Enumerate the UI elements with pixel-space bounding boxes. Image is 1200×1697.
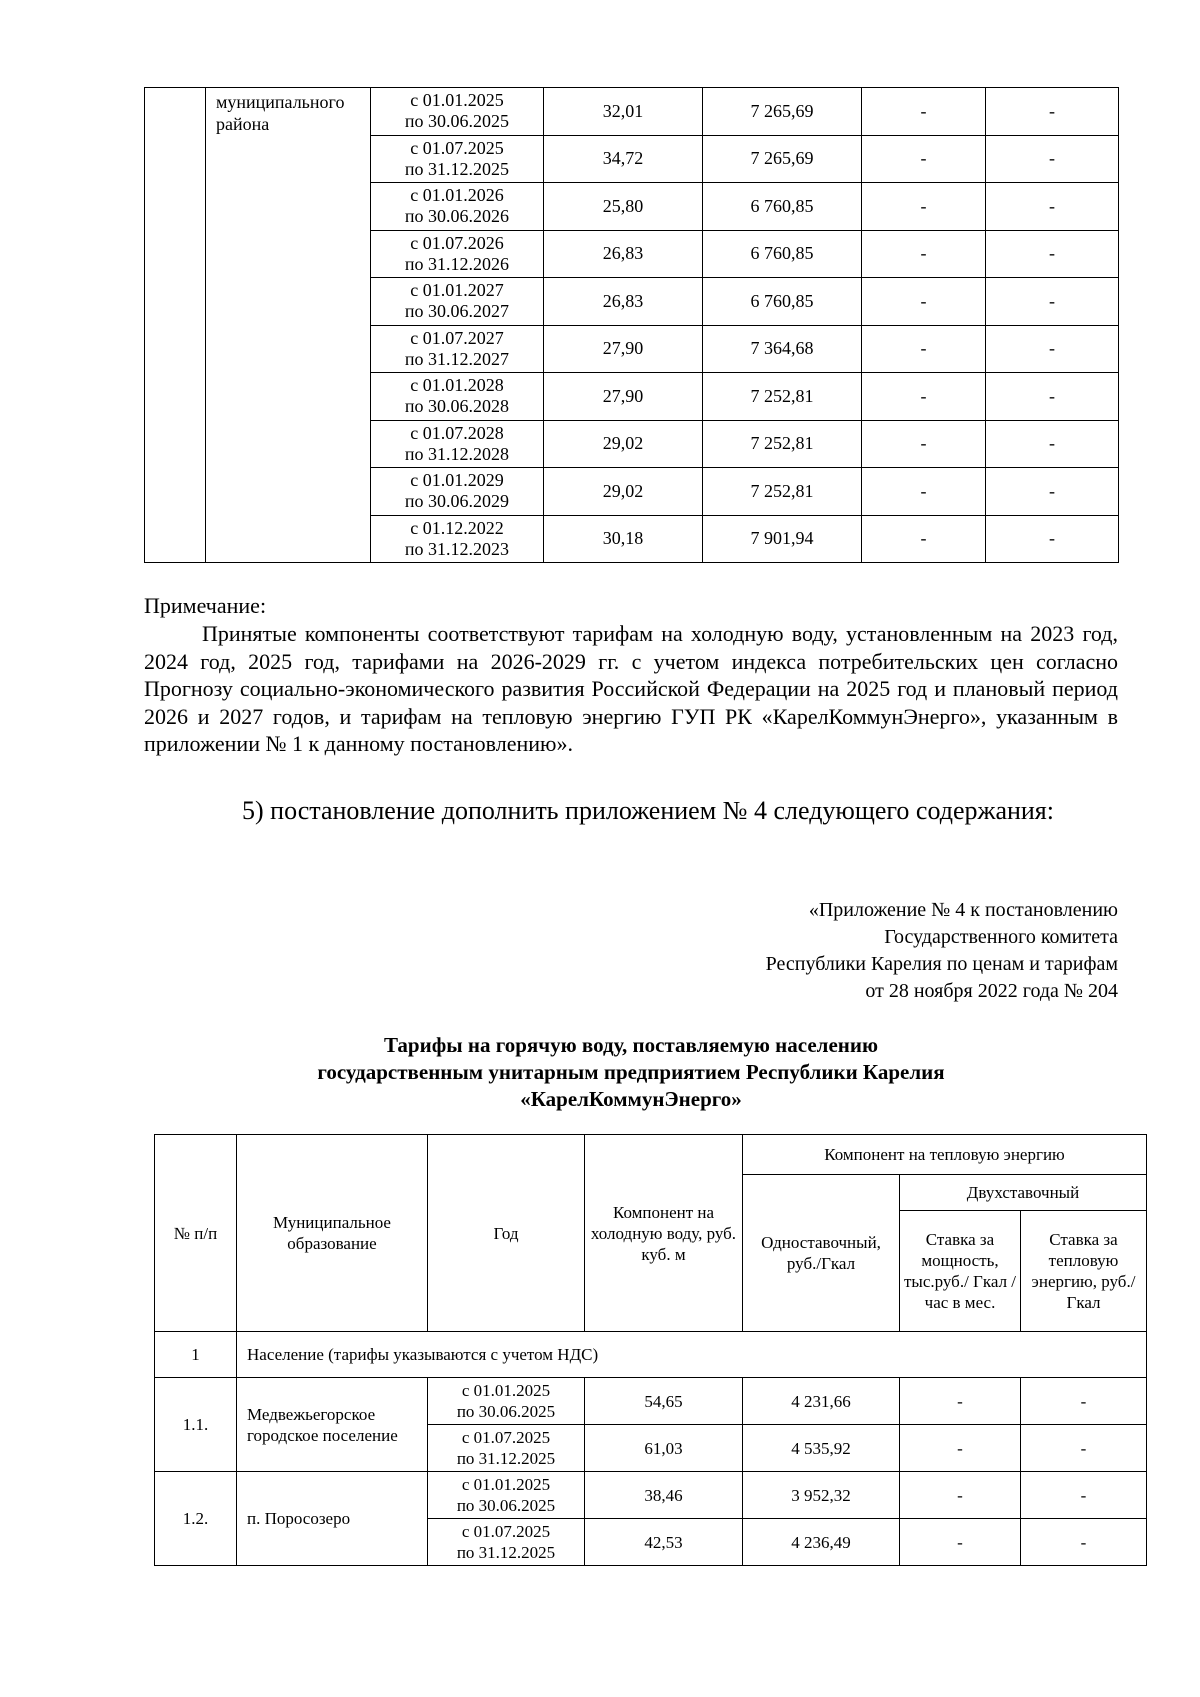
section-label: Население (тарифы указываются с учетом НДС) <box>237 1332 1147 1378</box>
header-water-component: Компонент на холодную воду, руб. куб. м <box>585 1135 743 1332</box>
single-rate-cell: 7 252,81 <box>703 468 862 516</box>
energy-rate-cell: - <box>986 420 1119 468</box>
section-num: 1 <box>155 1332 237 1378</box>
water-component-cell: 29,02 <box>544 420 703 468</box>
energy-rate-cell: - <box>1021 1425 1147 1472</box>
energy-rate-cell: - <box>986 88 1119 136</box>
single-rate-cell: 7 265,69 <box>703 135 862 183</box>
period-cell: с 01.07.2025 по 31.12.2025 <box>428 1519 585 1566</box>
energy-rate-cell: - <box>1021 1519 1147 1566</box>
power-rate-cell: - <box>900 1519 1021 1566</box>
period-cell: с 01.01.2025 по 30.06.2025 <box>371 88 544 136</box>
header-municipality: Муниципальное образование <box>237 1135 428 1332</box>
single-rate-cell: 7 252,81 <box>703 420 862 468</box>
water-component-cell: 61,03 <box>585 1425 743 1472</box>
water-component-cell: 54,65 <box>585 1378 743 1425</box>
water-component-cell: 30,18 <box>544 515 703 563</box>
energy-rate-cell: - <box>986 230 1119 278</box>
power-rate-cell: - <box>900 1425 1021 1472</box>
title-line: «КарелКоммунЭнерго» <box>520 1087 742 1111</box>
table-row <box>145 88 1119 136</box>
header-num: № п/п <box>155 1135 237 1332</box>
water-component-cell: 29,02 <box>544 468 703 516</box>
energy-rate-cell: - <box>986 515 1119 563</box>
period-cell: с 01.07.2025 по 31.12.2025 <box>428 1425 585 1472</box>
table-row <box>155 1472 1147 1519</box>
energy-rate-cell: - <box>986 468 1119 516</box>
energy-rate-cell: - <box>1021 1472 1147 1519</box>
power-rate-cell: - <box>862 278 986 326</box>
period-cell: с 01.12.2022 по 31.12.2023 <box>371 515 544 563</box>
tariff-table-continuation <box>144 87 1119 563</box>
single-rate-cell: 3 952,32 <box>743 1472 900 1519</box>
row-num: 1.1. <box>155 1378 237 1472</box>
header-single-rate: Одноставочный, руб./Гкал <box>743 1175 900 1332</box>
water-component-cell: 32,01 <box>544 88 703 136</box>
power-rate-cell: - <box>862 325 986 373</box>
water-component-cell: 26,83 <box>544 230 703 278</box>
power-rate-cell: - <box>862 373 986 421</box>
title-line: Тарифы на горячую воду, поставляемую населению <box>383 1033 879 1057</box>
municipality-cell: муниципального района <box>206 88 371 563</box>
single-rate-cell: 7 252,81 <box>703 373 862 421</box>
period-cell: с 01.07.2027 по 31.12.2027 <box>371 325 544 373</box>
water-component-cell: 42,53 <box>585 1519 743 1566</box>
single-rate-cell: 6 760,85 <box>703 278 862 326</box>
power-rate-cell: - <box>862 135 986 183</box>
row-num: 1.2. <box>155 1472 237 1566</box>
municipality-cell: Медвежьегорское городское поселение <box>237 1378 428 1472</box>
energy-rate-cell: - <box>986 183 1119 231</box>
power-rate-cell: - <box>862 515 986 563</box>
single-rate-cell: 6 760,85 <box>703 183 862 231</box>
water-component-cell: 25,80 <box>544 183 703 231</box>
water-component-cell: 34,72 <box>544 135 703 183</box>
appendix-header <box>766 897 1118 1005</box>
municipality-cell: п. Поросозеро <box>237 1472 428 1566</box>
period-cell: с 01.07.2028 по 31.12.2028 <box>371 420 544 468</box>
appendix-line: от 28 ноября 2022 года № 204 <box>865 980 1118 1002</box>
single-rate-cell: 4 231,66 <box>743 1378 900 1425</box>
section-row <box>155 1332 1147 1378</box>
note-label: Примечание: <box>144 593 267 618</box>
water-component-cell: 27,90 <box>544 373 703 421</box>
single-rate-cell: 6 760,85 <box>703 230 862 278</box>
power-rate-cell: - <box>862 420 986 468</box>
appendix-line: «Приложение № 4 к постановлению <box>808 899 1118 921</box>
energy-rate-cell: - <box>1021 1378 1147 1425</box>
header-power-rate: Ставка за мощность, тыс.руб./ Гкал / час в мес. <box>900 1211 1021 1332</box>
single-rate-cell: 7 265,69 <box>703 88 862 136</box>
period-cell: с 01.07.2025 по 31.12.2025 <box>371 135 544 183</box>
title-line: государственным унитарным предприятием Республики Карелия <box>317 1060 945 1084</box>
water-component-cell: 26,83 <box>544 278 703 326</box>
point-5-paragraph: 5) постановление дополнить приложением № 4 следующего содержания: <box>242 796 1054 825</box>
note-text: Принятые компоненты соответствуют тарифам на холодную воду, установленным на 2023 год, 2024 год, 2025 год, тарифами на 2026-2029 гг. с учетом индекса потребительских цен согласно Прогнозу социально-экономического развития Российской Федерации на 2025 год и плановый период 2026 и 2027 годов, и тарифам на тепловую энергию ГУП РК «КарелКоммунЭнерго», указанным в приложении № 1 к данному постановлению». <box>144 621 1118 756</box>
single-rate-cell: 4 535,92 <box>743 1425 900 1472</box>
period-cell: с 01.01.2028 по 30.06.2028 <box>371 373 544 421</box>
energy-rate-cell: - <box>986 325 1119 373</box>
appendix-line: Республики Карелия по ценам и тарифам <box>765 953 1118 975</box>
single-rate-cell: 7 364,68 <box>703 325 862 373</box>
power-rate-cell: - <box>862 468 986 516</box>
water-component-cell: 27,90 <box>544 325 703 373</box>
table-row <box>155 1378 1147 1425</box>
header-energy-rate: Ставка за тепловую энергию, руб./Гкал <box>1021 1211 1147 1332</box>
header-two-rate: Двухставочный <box>900 1175 1147 1211</box>
document-title <box>144 1032 1118 1113</box>
period-cell: с 01.07.2026 по 31.12.2026 <box>371 230 544 278</box>
power-rate-cell: - <box>862 183 986 231</box>
single-rate-cell: 7 901,94 <box>703 515 862 563</box>
hot-water-tariff-table <box>154 1134 1147 1566</box>
power-rate-cell: - <box>900 1472 1021 1519</box>
period-cell: с 01.01.2025 по 30.06.2025 <box>428 1472 585 1519</box>
number-cell <box>145 88 206 563</box>
header-heat-component: Компонент на тепловую энергию <box>743 1135 1147 1175</box>
header-year: Год <box>428 1135 585 1332</box>
period-cell: с 01.01.2029 по 30.06.2029 <box>371 468 544 516</box>
energy-rate-cell: - <box>986 135 1119 183</box>
single-rate-cell: 4 236,49 <box>743 1519 900 1566</box>
period-cell: с 01.01.2027 по 30.06.2027 <box>371 278 544 326</box>
period-cell: с 01.01.2025 по 30.06.2025 <box>428 1378 585 1425</box>
energy-rate-cell: - <box>986 373 1119 421</box>
energy-rate-cell: - <box>986 278 1119 326</box>
power-rate-cell: - <box>862 88 986 136</box>
period-cell: с 01.01.2026 по 30.06.2026 <box>371 183 544 231</box>
water-component-cell: 38,46 <box>585 1472 743 1519</box>
header-row <box>155 1135 1147 1175</box>
power-rate-cell: - <box>900 1378 1021 1425</box>
appendix-line: Государственного комитета <box>884 926 1118 948</box>
power-rate-cell: - <box>862 230 986 278</box>
